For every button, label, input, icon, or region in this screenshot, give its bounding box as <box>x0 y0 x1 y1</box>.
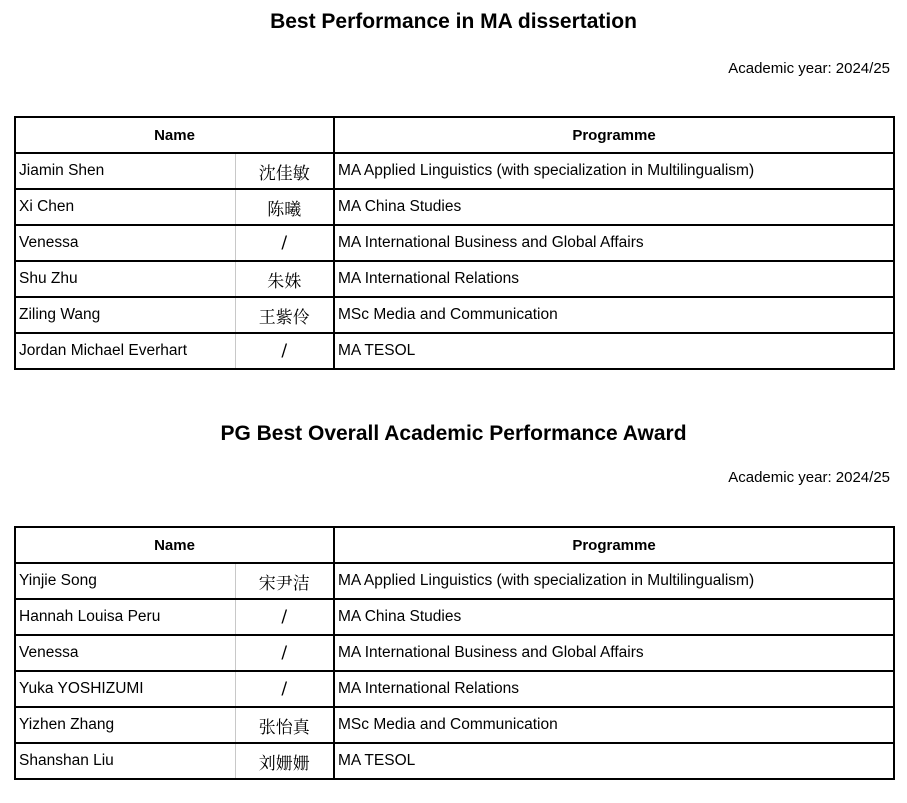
programme-name: MA Applied Linguistics (with specialization in Multilingualism) <box>334 563 894 599</box>
table-row <box>15 225 894 261</box>
student-name: Ziling Wang <box>15 297 235 333</box>
chinese-name: / <box>235 333 334 369</box>
table-row <box>15 297 894 333</box>
awards-table <box>14 526 895 780</box>
student-name: Yuka YOSHIZUMI <box>15 671 235 707</box>
name-column-header: Name <box>15 527 334 563</box>
student-name: Shu Zhu <box>15 261 235 297</box>
programme-name: MSc Media and Communication <box>334 707 894 743</box>
chinese-name: / <box>235 635 334 671</box>
student-name: Shanshan Liu <box>15 743 235 779</box>
section-title: Best Performance in MA dissertation <box>270 10 637 33</box>
table-row <box>15 261 894 297</box>
academic-year: Academic year: 2024/25 <box>728 60 890 77</box>
programme-column-header: Programme <box>334 117 894 153</box>
student-name: Hannah Louisa Peru <box>15 599 235 635</box>
table-row <box>15 189 894 225</box>
programme-name: MA Applied Linguistics (with specialization in Multilingualism) <box>334 153 894 189</box>
student-name: Venessa <box>15 635 235 671</box>
programme-name: MA International Relations <box>334 671 894 707</box>
programme-name: MA China Studies <box>334 189 894 225</box>
chinese-name: 沈佳敏 <box>235 153 334 189</box>
student-name: Venessa <box>15 225 235 261</box>
programme-name: MA China Studies <box>334 599 894 635</box>
programme-name: MA International Business and Global Affairs <box>334 225 894 261</box>
student-name: Xi Chen <box>15 189 235 225</box>
student-name: Jiamin Shen <box>15 153 235 189</box>
table-header-row <box>15 117 894 153</box>
programme-column-header: Programme <box>334 527 894 563</box>
section-title: PG Best Overall Academic Performance Award <box>220 422 687 445</box>
table-row <box>15 743 894 779</box>
table-row <box>15 635 894 671</box>
programme-name: MA TESOL <box>334 333 894 369</box>
programme-name: MA TESOL <box>334 743 894 779</box>
programme-name: MA International Relations <box>334 261 894 297</box>
table-header-row <box>15 527 894 563</box>
table-row <box>15 671 894 707</box>
programme-name: MA International Business and Global Affairs <box>334 635 894 671</box>
chinese-name: 陈曦 <box>235 189 334 225</box>
chinese-name: 宋尹洁 <box>235 563 334 599</box>
chinese-name: / <box>235 671 334 707</box>
chinese-name: / <box>235 225 334 261</box>
chinese-name: / <box>235 599 334 635</box>
chinese-name: 张怡真 <box>235 707 334 743</box>
chinese-name: 朱姝 <box>235 261 334 297</box>
chinese-name: 王紫伶 <box>235 297 334 333</box>
student-name: Jordan Michael Everhart <box>15 333 235 369</box>
name-column-header: Name <box>15 117 334 153</box>
awards-table <box>14 116 895 370</box>
student-name: Yizhen Zhang <box>15 707 235 743</box>
student-name: Yinjie Song <box>15 563 235 599</box>
table-row <box>15 153 894 189</box>
table-row <box>15 563 894 599</box>
programme-name: MSc Media and Communication <box>334 297 894 333</box>
table-row <box>15 707 894 743</box>
chinese-name: 刘姗姗 <box>235 743 334 779</box>
table-row <box>15 599 894 635</box>
table-row <box>15 333 894 369</box>
academic-year: Academic year: 2024/25 <box>728 469 890 486</box>
